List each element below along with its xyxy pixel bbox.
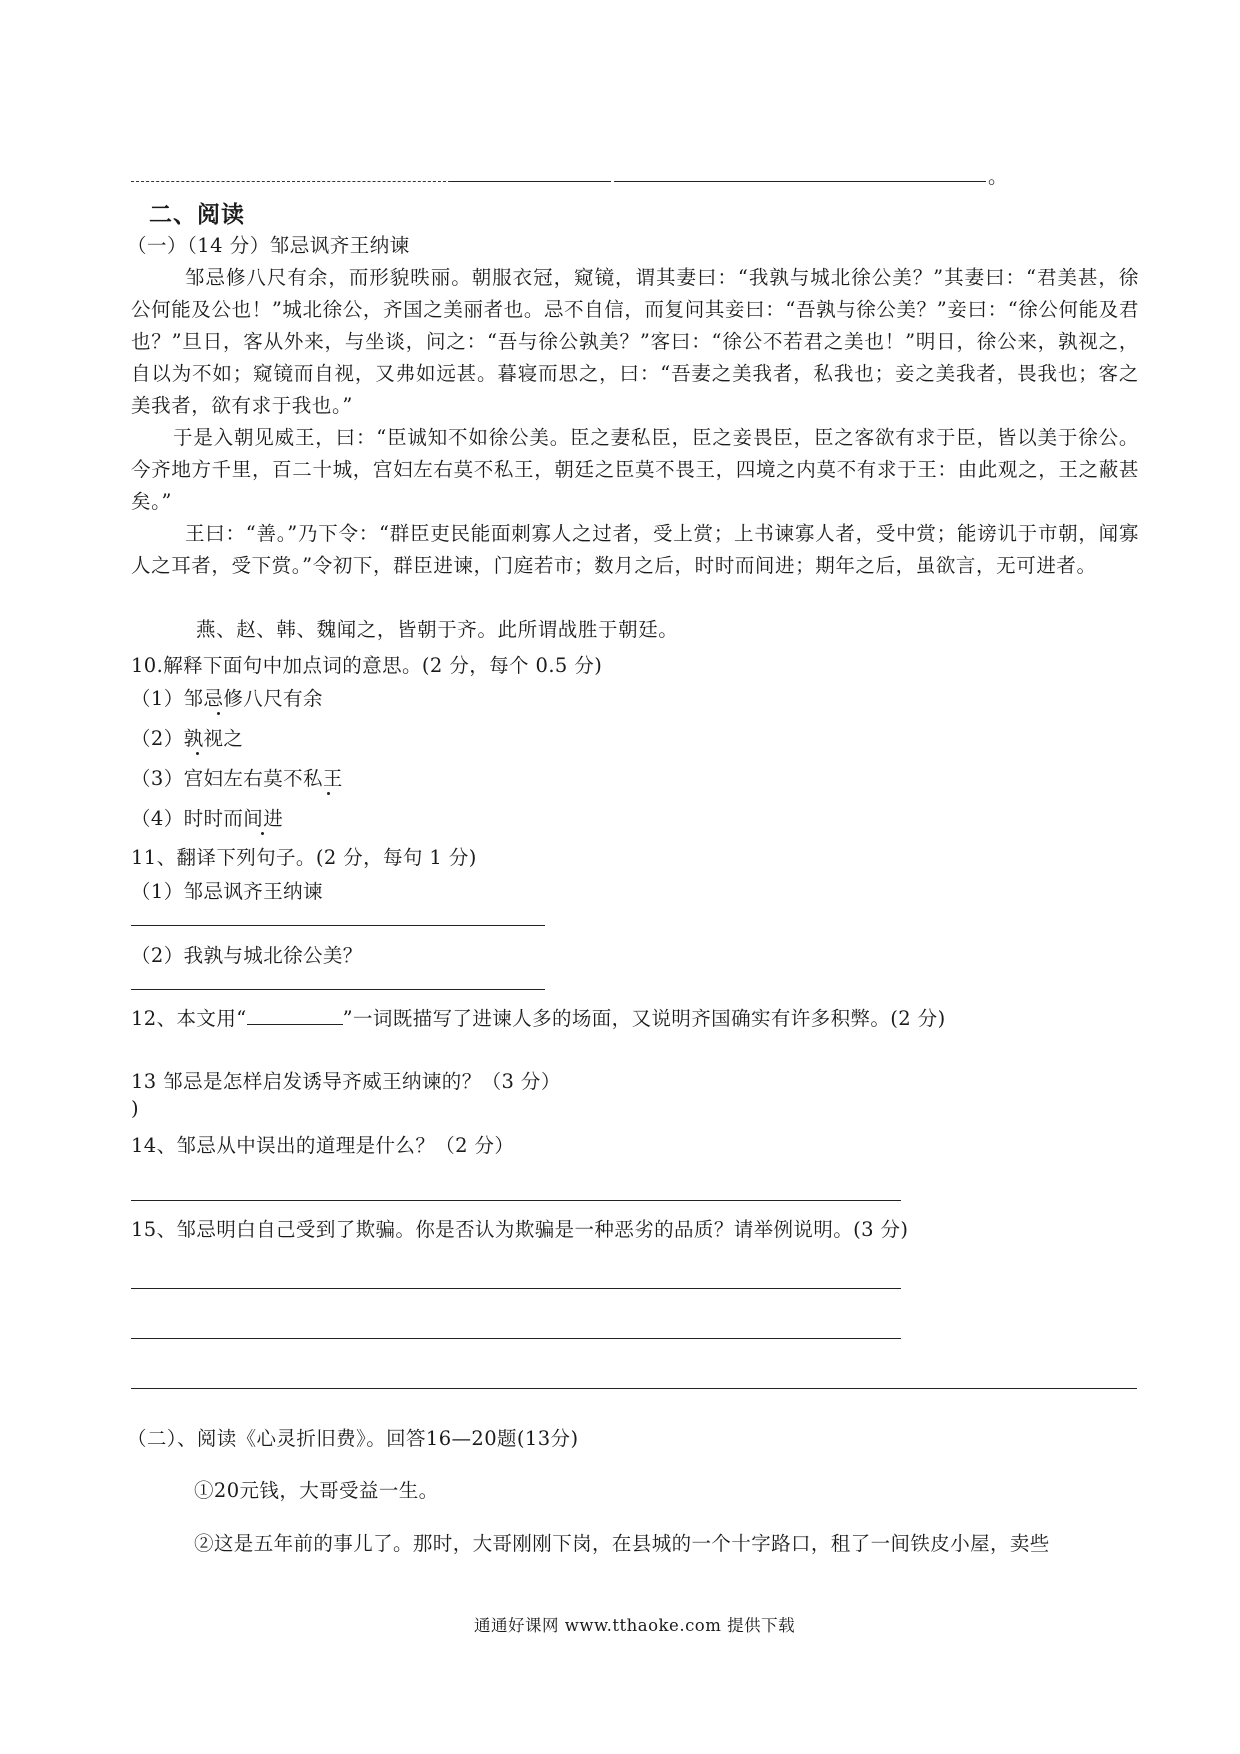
question-11-item-1: （1）邹忌讽齐王纳谏 <box>131 880 323 903</box>
answer-line[interactable] <box>131 1200 901 1201</box>
part2-paragraph-2: ②这是五年前的事儿了。那时，大哥刚刚下岗，在县城的一个十字路口，租了一间铁皮小屋，卖些 <box>194 1532 1050 1555</box>
answer-line-dashed <box>131 181 451 182</box>
question-13-prompt: 13 邹忌是怎样启发诱导齐威王纳谏的？（3 分） <box>131 1070 561 1093</box>
emphasis-dot <box>196 752 199 755</box>
answer-line[interactable] <box>131 925 545 926</box>
question-10-item-2: （2）孰视之 <box>131 727 244 750</box>
page-footer: 通通好课网 www.tthaoke.com 提供下载 <box>474 1616 796 1635</box>
question-12-after: ”一词既描写了进谏人多的场面，又说明齐国确实有许多积弊。(2 分) <box>342 1007 946 1030</box>
answer-line <box>614 181 986 182</box>
answer-line[interactable] <box>131 1388 1137 1389</box>
part2-paragraph-1: ①20元钱，大哥受益一生。 <box>194 1479 439 1502</box>
end-mark: 。 <box>988 165 1009 188</box>
question-11-prompt: 11、翻译下列句子。(2 分，每句 1 分) <box>131 846 477 869</box>
question-14-prompt: 14、邹忌从中误出的道理是什么？（2 分） <box>131 1134 515 1157</box>
passage-paragraph-4: 燕、赵、韩、魏闻之，皆朝于齐。此所谓战胜于朝廷。 <box>196 618 679 641</box>
answer-line[interactable] <box>131 1338 901 1339</box>
passage-paragraph-2: 于是入朝见威王，曰：“臣诚知不如徐公美。臣之妻私臣，臣之妾畏臣，臣之客欲有求于臣，皆以美于徐公。今齐地方千里，百二十城，宫妇左右莫不私王，朝廷之臣莫不畏王，四境之内莫不有求于王：由此观之，王之蔽甚矣。” <box>131 426 1139 513</box>
part1-title: （一）（14 分）邹忌讽齐王纳谏 <box>127 234 410 257</box>
question-12-before: 12、本文用“ <box>131 1007 247 1030</box>
section-heading: 二、阅读 <box>149 201 245 228</box>
question-11-item-2: （2）我孰与城北徐公美？ <box>131 944 363 967</box>
question-10-item-3: （3）宫妇左右莫不私王 <box>131 767 343 790</box>
answer-line[interactable] <box>131 1288 901 1289</box>
question-10-item-1: （1）邹忌修八尺有余 <box>131 687 323 710</box>
answer-line <box>451 181 611 182</box>
question-10-item-4: （4）时时而间进 <box>131 807 284 830</box>
part2-title: （二）、阅读《心灵折旧费》。回答16—20题(13分) <box>127 1427 579 1450</box>
passage-paragraph-1: 邹忌修八尺有余，而形貌昳丽。朝服衣冠，窥镜，谓其妻曰：“我孰与城北徐公美？”其妻曰：“君美甚，徐公何能及公也！”城北徐公，齐国之美丽者也。忌不自信，而复问其妾曰：“吾孰与徐公美？”妾曰：“徐公何能及君也？”旦日，客从外来，与坐谈，问之：“吾与徐公孰美？”客曰：“徐公不若君之美也！”明日，徐公来，孰视之，自以为不如；窥镜而自视，又弗如远甚。暮寝而思之，曰：“吾妻之美我者，私我也；妾之美我者，畏我也；客之美我者，欲有求于我也。” <box>131 266 1139 417</box>
emphasis-dot <box>327 792 330 795</box>
fill-blank[interactable] <box>247 1008 343 1025</box>
emphasis-dot <box>261 832 264 835</box>
stray-parenthesis: ) <box>131 1097 140 1120</box>
emphasis-dot <box>217 712 220 715</box>
passage-paragraph-3: 王曰：“善。”乃下令：“群臣吏民能面刺寡人之过者，受上赏；上书谏寡人者，受中赏；能谤讥于市朝，闻寡人之耳者，受下赏。”令初下，群臣进谏，门庭若市；数月之后，时时而间进；期年之后，虽欲言，无可进者。 <box>131 522 1139 577</box>
question-15-prompt: 15、邹忌明白自己受到了欺骗。你是否认为欺骗是一种恶劣的品质？请举例说明。(3 分) <box>131 1218 909 1241</box>
question-10-prompt: 10.解释下面句中加点词的意思。(2 分，每个 0.5 分) <box>131 654 603 677</box>
question-12 <box>131 1003 946 1031</box>
answer-line[interactable] <box>131 989 545 990</box>
